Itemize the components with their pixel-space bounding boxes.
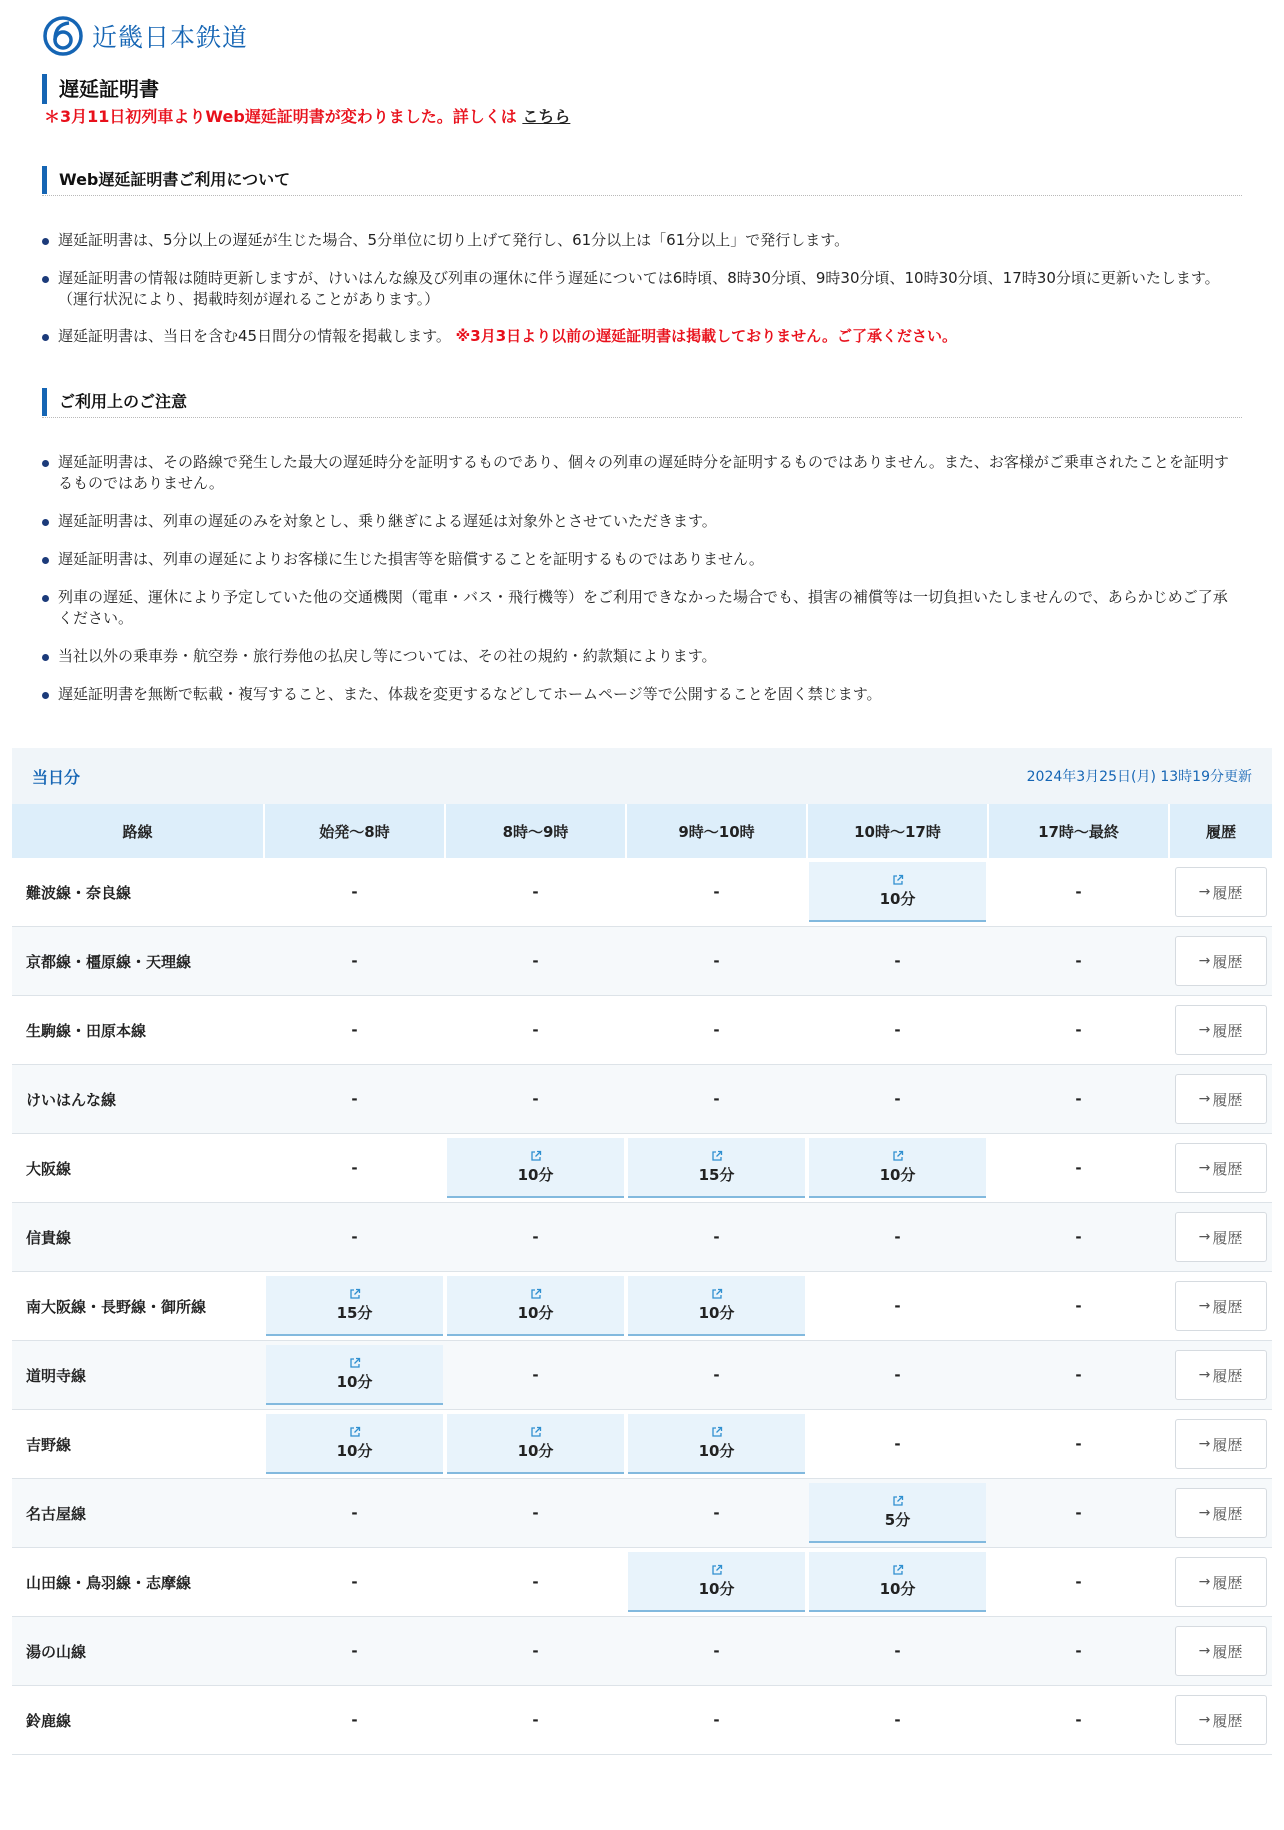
line-name: 山田線・鳥羽線・志摩線: [12, 1548, 264, 1617]
delay-empty: -: [264, 1134, 445, 1203]
line-name: 吉野線: [12, 1410, 264, 1479]
delay-cell-box[interactable]: [809, 1138, 986, 1198]
delay-minutes: 10分: [698, 1579, 735, 1598]
history-label: 履歴: [1212, 1228, 1243, 1247]
history-cell: [1169, 1134, 1272, 1203]
external-link-icon: [711, 1426, 723, 1438]
list-item: 当社以外の乗車券・航空券・旅行券他の払戻し等については、その社の規約・約款類によります。: [42, 646, 1242, 667]
delay-empty: -: [807, 1203, 988, 1272]
delay-empty: -: [988, 927, 1169, 996]
delay-empty: -: [445, 996, 626, 1065]
delay-minutes: 10分: [336, 1441, 373, 1460]
table-row: [12, 996, 1272, 1065]
delay-minutes: 10分: [698, 1441, 735, 1460]
history-button[interactable]: [1175, 1419, 1267, 1469]
list-item: 遅延証明書は、その路線で発生した最大の遅延時分を証明するものであり、個々の列車の遅延時分を証明するものではありません。また、お客様がご乗車されたことを証明するものではありません。: [42, 452, 1242, 494]
section-caution-title: ご利用上のご注意: [42, 388, 1259, 416]
table-row: [12, 927, 1272, 996]
delay-minutes: 10分: [879, 1165, 916, 1184]
delay-certificate-link[interactable]: [626, 1134, 807, 1203]
delay-minutes: 15分: [336, 1303, 373, 1322]
history-button[interactable]: [1175, 1281, 1267, 1331]
delay-empty: -: [445, 858, 626, 927]
delay-empty: -: [626, 1617, 807, 1686]
delay-minutes: 10分: [517, 1441, 554, 1460]
delay-empty: -: [626, 858, 807, 927]
delay-certificate-link[interactable]: [264, 1272, 445, 1341]
external-link-icon: [530, 1426, 542, 1438]
delay-table: [12, 804, 1272, 1755]
arrow-right-icon: →: [1198, 1367, 1211, 1383]
table-header-row: [12, 804, 1272, 858]
arrow-right-icon: →: [1198, 1574, 1211, 1590]
change-notice: [44, 106, 570, 128]
table-row: [12, 1341, 1272, 1410]
notice-link[interactable]: こちら: [522, 107, 571, 126]
arrow-right-icon: →: [1198, 953, 1211, 969]
delay-empty: -: [988, 1065, 1169, 1134]
history-label: 履歴: [1212, 1297, 1243, 1316]
delay-empty: -: [988, 1134, 1169, 1203]
delay-certificate-link[interactable]: [626, 1410, 807, 1479]
delay-empty: -: [626, 1341, 807, 1410]
delay-empty: -: [807, 1410, 988, 1479]
delay-empty: -: [445, 1065, 626, 1134]
arrow-right-icon: →: [1198, 1643, 1211, 1659]
delay-minutes: 10分: [879, 1579, 916, 1598]
delay-certificate-link[interactable]: [445, 1134, 626, 1203]
delay-minutes: 15分: [698, 1165, 735, 1184]
delay-empty: -: [988, 1203, 1169, 1272]
history-cell: [1169, 996, 1272, 1065]
arrow-right-icon: →: [1198, 1160, 1211, 1176]
list-item: 遅延証明書は、5分以上の遅延が生じた場合、5分単位に切り上げて発行し、61分以上は「61分以上」で発行します。: [42, 230, 1242, 251]
history-button[interactable]: [1175, 1143, 1267, 1193]
delay-minutes: 10分: [517, 1303, 554, 1322]
external-link-icon: [892, 1564, 904, 1576]
line-name: 鈴鹿線: [12, 1686, 264, 1755]
delay-empty: -: [807, 1617, 988, 1686]
delay-cell-box[interactable]: [447, 1138, 624, 1198]
list-item: 遅延証明書は、当日を含む45日間分の情報を掲載します。 ※3月3日より以前の遅延証明書は掲載しておりません。ご了承ください。: [42, 326, 1242, 347]
history-button[interactable]: [1175, 1074, 1267, 1124]
table-row: [12, 1479, 1272, 1548]
table-row: [12, 1686, 1272, 1755]
delay-certificate-link[interactable]: [807, 1548, 988, 1617]
line-name: 難波線・奈良線: [12, 858, 264, 927]
delay-empty: -: [988, 996, 1169, 1065]
delay-cell-box[interactable]: [447, 1276, 624, 1336]
delay-empty: -: [988, 1272, 1169, 1341]
delay-certificate-link[interactable]: [264, 1410, 445, 1479]
external-link-icon: [349, 1357, 361, 1369]
history-label: 履歴: [1212, 1021, 1243, 1040]
history-cell: [1169, 927, 1272, 996]
line-name: 湯の山線: [12, 1617, 264, 1686]
delay-minutes: 5分: [884, 1510, 911, 1529]
delay-certificate-link[interactable]: [626, 1548, 807, 1617]
column-header: 10時～17時: [807, 804, 988, 858]
delay-empty: -: [626, 1065, 807, 1134]
history-button[interactable]: [1175, 867, 1267, 917]
delay-certificate-link[interactable]: [807, 1479, 988, 1548]
list-item: 遅延証明書は、列車の遅延によりお客様に生じた損害等を賠償することを証明するものではありません。: [42, 549, 1242, 570]
delay-empty: -: [988, 1548, 1169, 1617]
delay-empty: -: [445, 1341, 626, 1410]
delay-empty: -: [807, 1272, 988, 1341]
external-link-icon: [349, 1426, 361, 1438]
delay-empty: -: [264, 1065, 445, 1134]
delay-cell-box[interactable]: [628, 1276, 805, 1336]
section-usage-title: Web遅延証明書ご利用について: [42, 166, 1259, 194]
delay-empty: -: [626, 1479, 807, 1548]
history-button[interactable]: [1175, 1626, 1267, 1676]
arrow-right-icon: →: [1198, 1505, 1211, 1521]
history-label: 履歴: [1212, 1573, 1243, 1592]
line-name: けいはんな線: [12, 1065, 264, 1134]
notice-text: ＊3月11日初列車よりWeb遅延証明書が変わりました。詳しくは: [44, 107, 523, 126]
delay-empty: -: [988, 1686, 1169, 1755]
history-button[interactable]: [1175, 1005, 1267, 1055]
column-header: 9時～10時: [626, 804, 807, 858]
arrow-right-icon: →: [1198, 884, 1211, 900]
delay-empty: -: [626, 996, 807, 1065]
line-name: 大阪線: [12, 1134, 264, 1203]
history-cell: [1169, 1341, 1272, 1410]
external-link-icon: [892, 874, 904, 886]
line-name: 生駒線・田原本線: [12, 996, 264, 1065]
delay-empty: -: [807, 996, 988, 1065]
delay-certificate-link[interactable]: [807, 1134, 988, 1203]
delay-cell-box[interactable]: [266, 1345, 443, 1405]
brand-name: 近畿日本鉄道: [92, 23, 249, 52]
history-label: 履歴: [1212, 952, 1243, 971]
history-label: 履歴: [1212, 1366, 1243, 1385]
delay-empty: -: [807, 1065, 988, 1134]
history-label: 履歴: [1212, 1504, 1243, 1523]
arrow-right-icon: →: [1198, 1022, 1211, 1038]
list-item: 遅延証明書を無断で転載・複写すること、また、体裁を変更するなどしてホームページ等で公開することを固く禁じます。: [42, 684, 1242, 705]
external-link-icon: [892, 1150, 904, 1162]
delay-table-panel: [12, 748, 1272, 1755]
history-cell: [1169, 1272, 1272, 1341]
delay-empty: -: [988, 1341, 1169, 1410]
delay-empty: -: [807, 927, 988, 996]
usage-list: [42, 230, 1242, 347]
line-name: 信貴線: [12, 1203, 264, 1272]
table-row: [12, 1617, 1272, 1686]
column-header: 履歴: [1169, 804, 1272, 858]
panel-header: [12, 748, 1272, 804]
delay-empty: -: [264, 858, 445, 927]
delay-empty: -: [626, 1686, 807, 1755]
external-link-icon: [892, 1495, 904, 1507]
history-cell: [1169, 1479, 1272, 1548]
delay-certificate-link[interactable]: [626, 1272, 807, 1341]
section-divider: [42, 195, 1242, 196]
delay-empty: -: [988, 1479, 1169, 1548]
delay-cell-box[interactable]: [266, 1276, 443, 1336]
panel-title: 当日分: [32, 767, 81, 787]
history-button[interactable]: [1175, 936, 1267, 986]
delay-empty: -: [445, 1479, 626, 1548]
delay-empty: -: [626, 1203, 807, 1272]
delay-empty: -: [445, 927, 626, 996]
delay-cell-box[interactable]: [628, 1138, 805, 1198]
updated-timestamp: 2024年3月25日(月) 13時19分更新: [1026, 769, 1252, 785]
table-row: [12, 1410, 1272, 1479]
caution-list: [42, 452, 1242, 705]
delay-empty: -: [988, 858, 1169, 927]
history-button[interactable]: [1175, 1488, 1267, 1538]
delay-empty: -: [264, 1548, 445, 1617]
column-header: 17時～最終: [988, 804, 1169, 858]
section-divider: [42, 417, 1242, 418]
delay-empty: -: [988, 1617, 1169, 1686]
delay-empty: -: [445, 1548, 626, 1617]
table-row: [12, 858, 1272, 927]
table-row: [12, 1203, 1272, 1272]
delay-empty: -: [264, 1479, 445, 1548]
delay-empty: -: [264, 927, 445, 996]
delay-empty: -: [264, 1686, 445, 1755]
line-name: 道明寺線: [12, 1341, 264, 1410]
external-link-icon: [530, 1288, 542, 1300]
column-header: 始発～8時: [264, 804, 445, 858]
history-label: 履歴: [1212, 1711, 1243, 1730]
delay-minutes: 10分: [879, 889, 916, 908]
list-item: 遅延証明書は、列車の遅延のみを対象とし、乗り継ぎによる遅延は対象外とさせていただきます。: [42, 511, 1242, 532]
arrow-right-icon: →: [1198, 1091, 1211, 1107]
delay-cell-box[interactable]: [628, 1552, 805, 1612]
delay-certificate-link[interactable]: [445, 1410, 626, 1479]
column-header: 路線: [12, 804, 264, 858]
delay-empty: -: [445, 1203, 626, 1272]
external-link-icon: [711, 1564, 723, 1576]
delay-cell-box[interactable]: [628, 1414, 805, 1474]
line-name: 南大阪線・長野線・御所線: [12, 1272, 264, 1341]
delay-minutes: 10分: [336, 1372, 373, 1391]
external-link-icon: [530, 1150, 542, 1162]
delay-empty: -: [807, 1341, 988, 1410]
arrow-right-icon: →: [1198, 1436, 1211, 1452]
history-cell: [1169, 1203, 1272, 1272]
brand-logo[interactable]: [42, 14, 248, 58]
history-button[interactable]: [1175, 1212, 1267, 1262]
page-title: 遅延証明書: [42, 74, 159, 104]
history-button[interactable]: [1175, 1350, 1267, 1400]
external-link-icon: [711, 1288, 723, 1300]
external-link-icon: [711, 1150, 723, 1162]
arrow-right-icon: →: [1198, 1298, 1211, 1314]
delay-certificate-link[interactable]: [264, 1341, 445, 1410]
line-name: 名古屋線: [12, 1479, 264, 1548]
history-button[interactable]: [1175, 1557, 1267, 1607]
line-name: 京都線・橿原線・天理線: [12, 927, 264, 996]
history-label: 履歴: [1212, 1090, 1243, 1109]
delay-empty: -: [264, 996, 445, 1065]
table-body: [12, 858, 1272, 1755]
external-link-icon: [349, 1288, 361, 1300]
arrow-right-icon: →: [1198, 1712, 1211, 1728]
history-cell: [1169, 858, 1272, 927]
arrow-right-icon: →: [1198, 1229, 1211, 1245]
table-row: [12, 1272, 1272, 1341]
table-row: [12, 1134, 1272, 1203]
history-label: 履歴: [1212, 1642, 1243, 1661]
history-button[interactable]: [1175, 1695, 1267, 1745]
delay-empty: -: [445, 1617, 626, 1686]
history-label: 履歴: [1212, 1159, 1243, 1178]
delay-cell-box[interactable]: [266, 1414, 443, 1474]
delay-empty: -: [626, 927, 807, 996]
delay-cell-box[interactable]: [447, 1414, 624, 1474]
delay-certificate-link[interactable]: [445, 1272, 626, 1341]
delay-minutes: 10分: [517, 1165, 554, 1184]
delay-minutes: 10分: [698, 1303, 735, 1322]
column-header: 8時～9時: [445, 804, 626, 858]
table-row: [12, 1548, 1272, 1617]
delay-empty: -: [264, 1203, 445, 1272]
history-label: 履歴: [1212, 1435, 1243, 1454]
delay-certificate-link[interactable]: [807, 858, 988, 927]
history-cell: [1169, 1617, 1272, 1686]
history-cell: [1169, 1065, 1272, 1134]
table-row: [12, 1065, 1272, 1134]
history-cell: [1169, 1548, 1272, 1617]
list-item: 列車の遅延、運休により予定していた他の交通機関（電車・バス・飛行機等）をご利用できなかった場合でも、損害の補償等は一切負担いたしませんので、あらかじめご了承ください。: [42, 587, 1242, 629]
history-cell: [1169, 1410, 1272, 1479]
delay-empty: -: [807, 1686, 988, 1755]
list-item: 遅延証明書の情報は随時更新しますが、けいはんな線及び列車の運休に伴う遅延については6時頃、8時30分頃、9時30分頃、10時30分頃、17時30分頃に更新いたします。（運行状況により、掲載時刻が遅れることがあります。）: [42, 268, 1242, 310]
history-label: 履歴: [1212, 883, 1243, 902]
delay-cell-box[interactable]: [809, 1552, 986, 1612]
delay-empty: -: [445, 1686, 626, 1755]
delay-empty: -: [264, 1617, 445, 1686]
delay-empty: -: [988, 1410, 1169, 1479]
delay-cell-box[interactable]: [809, 862, 986, 922]
history-cell: [1169, 1686, 1272, 1755]
kintetsu-logo-icon: [42, 15, 84, 57]
delay-cell-box[interactable]: [809, 1483, 986, 1543]
